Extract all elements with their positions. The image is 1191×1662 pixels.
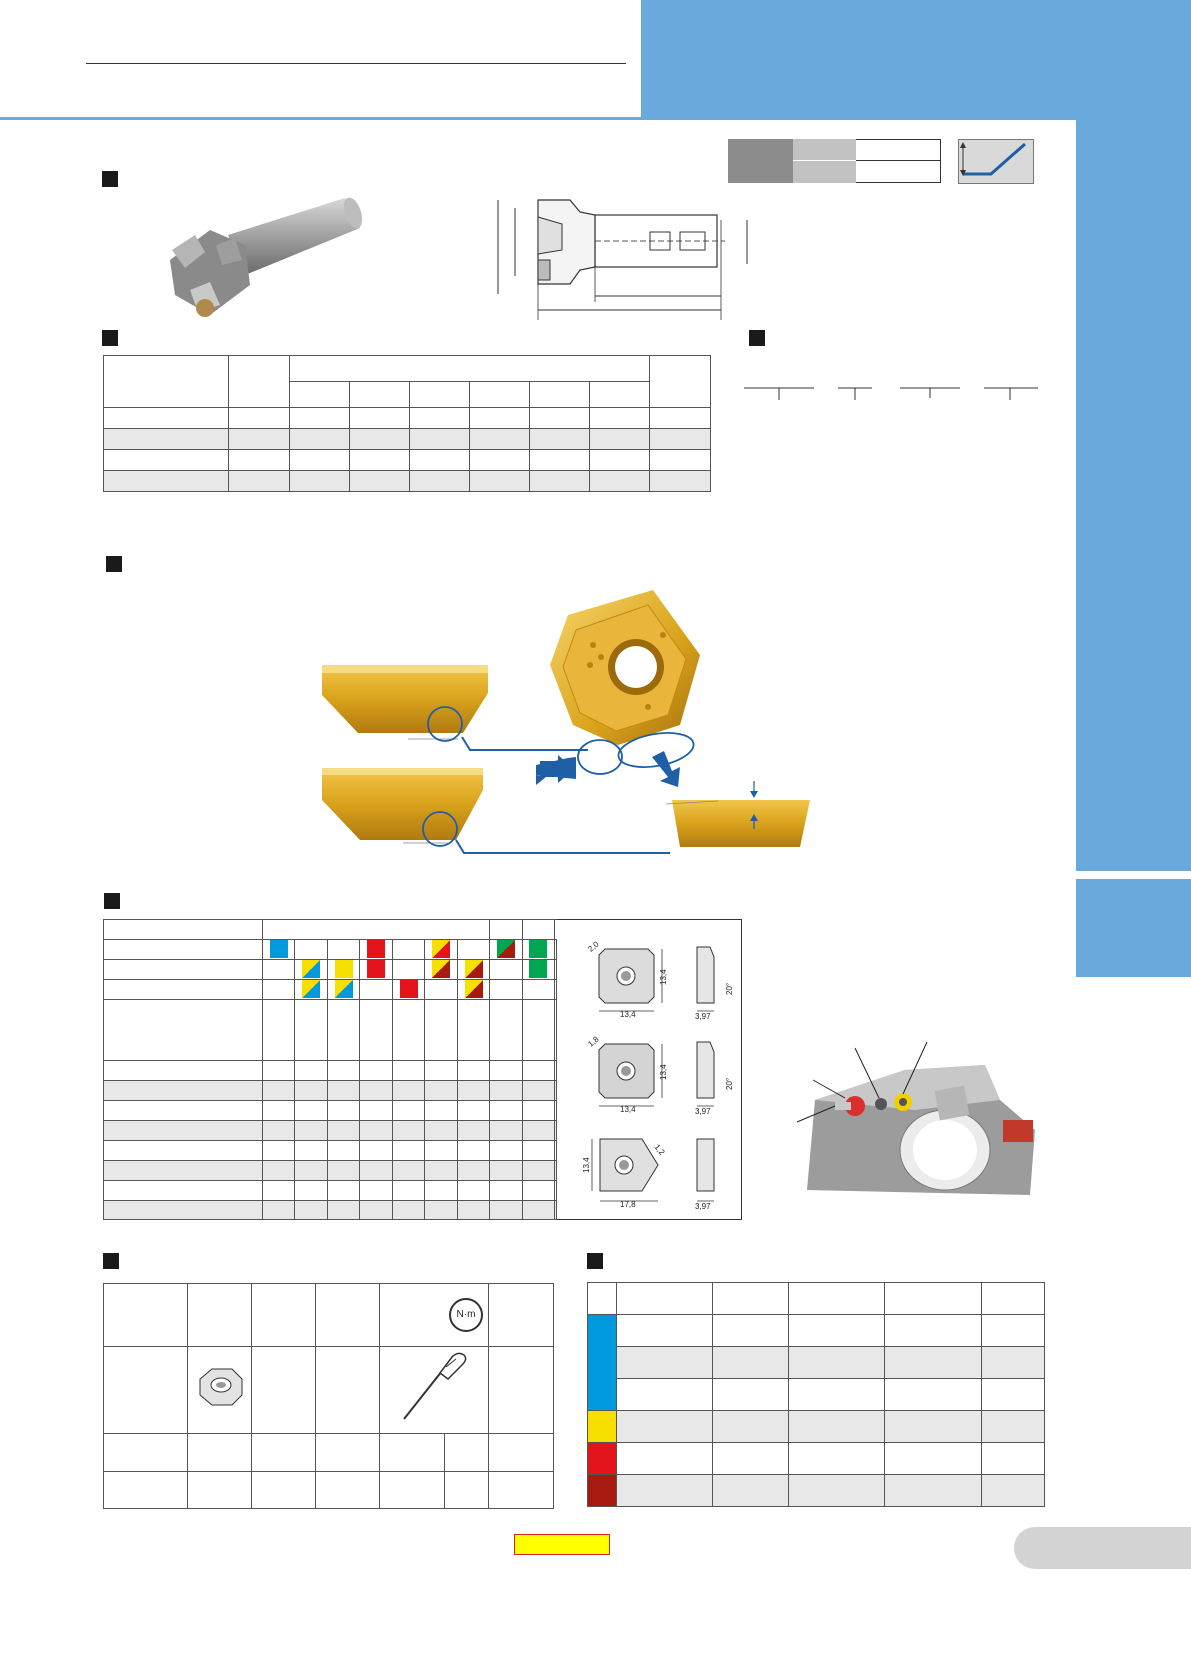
insert1-angle: 20° [725,982,734,995]
iso-yr4-swatch [465,980,483,998]
iso-yr2-swatch [432,960,450,978]
side-tab-upper[interactable] [1076,120,1191,871]
page-number-badge [1014,1527,1191,1569]
section-marker-dimensions [102,330,118,346]
iso-by3-swatch [335,980,353,998]
iso-s2-swatch [367,960,385,978]
insert2-thickness: 3,97 [695,1107,711,1115]
insert-drawing-1 [580,935,740,1020]
iso-s-swatch [367,940,385,958]
section-marker-cutting-data [587,1253,603,1269]
insert1-thickness: 3,97 [695,1012,711,1020]
insert2-side: 13,4 [659,1064,668,1080]
footer-page-tab[interactable] [514,1534,610,1555]
section-marker-spare-parts [103,1253,119,1269]
insert-grade-table [103,919,557,1220]
cutter-photo [150,190,370,330]
cutting-data-table [587,1282,1045,1507]
iso-s3-swatch [400,980,418,998]
insert3-corner: 1,2 [652,1142,667,1157]
dimensions-table [103,355,711,492]
iso-m-band [588,1411,617,1443]
insert-drawing-3 [580,1125,740,1210]
insert2-angle: 20° [725,1077,734,1090]
iso-gr-swatch [497,940,515,958]
insert3-width: 17,8 [620,1200,636,1209]
designation-code [742,384,1042,408]
iso-h-band [588,1475,617,1507]
cutter-drawing [490,192,755,328]
iso-by2-swatch [302,980,320,998]
section-marker-insert-geometry [106,556,122,572]
header-bottom-rule [0,117,1191,120]
insert-geometry-illustration [318,585,818,860]
screwdriver-icon [394,1349,474,1425]
iso-by-swatch [302,960,320,978]
insert3-thickness: 3,97 [695,1202,711,1210]
iso-p-band [588,1315,617,1411]
iso-g-swatch [529,940,547,958]
insert3-side: 13,4 [582,1157,591,1173]
insert1-corner: 2,0 [586,939,601,954]
torque-icon: N·m [449,1298,483,1332]
insert1-width: 13,4 [620,1010,636,1019]
header-underline [86,63,626,64]
section-marker-designation [749,330,765,346]
ramp-angle-icon [958,139,1034,184]
iso-p-swatch [270,940,288,958]
iso-yr3-swatch [465,960,483,978]
legend-table [728,139,941,183]
iso-s-band [588,1443,617,1475]
assembly-illustration [795,1040,1040,1200]
iso-yr-swatch [432,940,450,958]
iso-g2-swatch [529,960,547,978]
side-tab-lower[interactable] [1076,879,1191,977]
insert2-width: 13,4 [620,1105,636,1114]
insert-drawing-2 [580,1030,740,1115]
spare-parts-table [103,1283,554,1509]
insert2-corner: 1,8 [586,1034,601,1049]
header-right-band [641,0,1191,118]
section-marker-inserts [104,893,120,909]
section-marker-cutter [102,171,118,187]
iso-m-swatch [335,960,353,978]
insert1-side: 13,4 [659,969,668,985]
insert-screw-icon [194,1365,246,1409]
